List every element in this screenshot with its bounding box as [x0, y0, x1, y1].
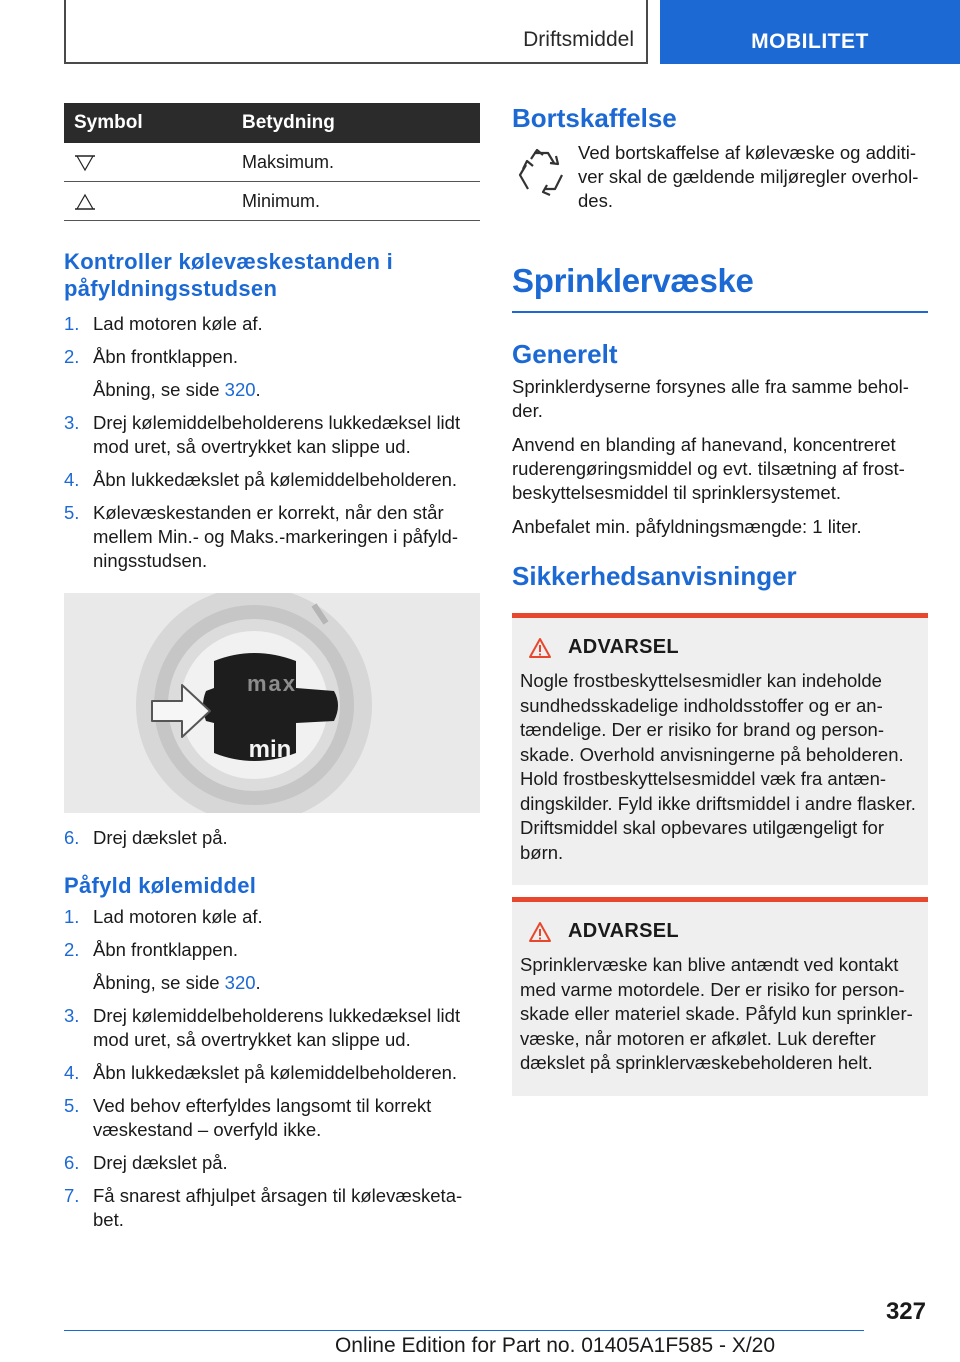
- coolant-cap-drawing: [64, 593, 480, 813]
- warning-box: [512, 613, 928, 885]
- page-number: 327: [885, 1298, 926, 1325]
- max-label: max: [246, 671, 298, 696]
- list-item: 5. Kølevæskestanden er korrekt, når den står mellem Min.- og Maks.-markeringen i påfyldningsstudsen.: [64, 502, 458, 571]
- warning-text: Nogle frostbeskyttelsesmidler kan indeholde sundhedsskadelige indholdsstoffer og er antændelige. Der er risiko for brand og personskade. Overhold anvisningerne på beholderen. Hold frostbeskyttelsesmiddel væk fra antændingskilder. Fyld ikke driftsmiddel i andre flasker. Driftsmiddel skal opbevares utilgængeligt for børn.: [520, 670, 916, 863]
- table-row: [64, 182, 480, 221]
- column-header-symbol: Symbol: [64, 103, 242, 143]
- symbol-table-header: [64, 103, 480, 143]
- header-section-title: Driftsmiddel: [523, 28, 634, 51]
- warning-label: ADVARSEL: [568, 920, 679, 942]
- list-item: 5. Ved behov efterfyldes langsomt til korrekt væskestand – overfyld ikke.: [64, 1095, 432, 1140]
- warning-box: [512, 897, 928, 1096]
- table-row: [64, 143, 480, 182]
- check-section-title: Kontroller kølevæskestanden i påfyldningsstudsen: [64, 249, 394, 301]
- recycle-icon: [512, 145, 570, 203]
- min-label: min: [248, 736, 292, 763]
- symbol-meaning: Minimum.: [242, 182, 480, 221]
- list-item: 4. Åbn lukkedækslet på kølemiddelbeholderen.: [64, 469, 458, 490]
- general-paragraph: Anvend en blanding af hanevand, koncentreret ruderengøringsmiddel og evt. tilsætning af frostbeskyttelsesmiddel til sprinklersystemet.: [512, 434, 905, 503]
- chapter-title: Sprinklervæske: [512, 262, 754, 299]
- general-paragraph: Sprinklerdyserne forsynes alle fra samme beholder.: [512, 376, 909, 421]
- maximum-marker-icon: [74, 154, 96, 172]
- fill-steps-list: [64, 905, 480, 1232]
- list-item: 2. Åbn frontklappen. Åbning, se side 320.: [64, 939, 261, 993]
- left-column: [64, 103, 480, 1241]
- disposal-title: Bortskaffelse: [512, 103, 677, 133]
- list-item: 1. Lad motoren køle af.: [64, 906, 263, 927]
- safety-title: Sikkerhedsanvisninger: [512, 561, 797, 591]
- list-item: 1. Lad motoren køle af.: [64, 313, 263, 334]
- header-chapter-tab: MOBILITET: [660, 0, 960, 64]
- header-section-box: [64, 0, 648, 64]
- general-title: Generelt: [512, 339, 618, 369]
- list-item: 3. Drej kølemiddelbeholderens lukkedæksel lidt mod uret, så overtrykket kan slippe ud.: [64, 1005, 461, 1050]
- list-item: 3. Drej kølemiddelbeholderens lukkedæksel lidt mod uret, så overtrykket kan slippe ud.: [64, 412, 461, 457]
- general-paragraph: Anbefalet min. påfyldningsmængde: 1 liter.: [512, 516, 862, 537]
- disposal-block: [512, 141, 928, 213]
- footer-edition: Online Edition for Part no. 01405A1F585 - X/20: [334, 1334, 776, 1357]
- warning-triangle-icon: [528, 637, 552, 659]
- symbol-meaning: Maksimum.: [242, 143, 480, 182]
- minimum-marker-icon: [74, 193, 96, 211]
- check-steps-list: [64, 312, 480, 573]
- list-item: 2. Åbn frontklappen. Åbning, se side 320.: [64, 346, 261, 400]
- warning-text: Sprinklervæske kan blive antændt ved kontakt med varme motordele. Der er risiko for personskade eller materiel skade. Påfyld kun sprinklervæske, når motoren er afkølet. Luk derefter dækslet på sprinklervæskebeholderen helt.: [520, 954, 913, 1073]
- chapter-divider: [512, 311, 928, 313]
- coolant-cap-illustration: [64, 593, 480, 813]
- footer-divider: [64, 1330, 864, 1331]
- symbol-table: [64, 103, 480, 221]
- warning-label: ADVARSEL: [568, 636, 679, 658]
- page-reference-link[interactable]: 320: [224, 972, 256, 993]
- list-item: 4. Åbn lukkedækslet på kølemiddelbeholderen.: [64, 1062, 458, 1083]
- list-item: 7. Få snarest afhjulpet årsagen til kølevæsketabet.: [64, 1185, 463, 1230]
- list-item: 6. Drej dækslet på.: [64, 1152, 228, 1173]
- fill-section-title: Påfyld kølemiddel: [64, 873, 257, 898]
- column-header-meaning: Betydning: [242, 103, 480, 143]
- disposal-text: Ved bortskaffelse af kølevæske og additiver skal de gældende miljøregler overholdes.: [578, 142, 919, 211]
- check-steps-list-continued: [64, 826, 480, 850]
- warning-triangle-icon: [528, 921, 552, 943]
- list-item: 6. Drej dækslet på.: [64, 827, 228, 848]
- page-reference-link[interactable]: 320: [224, 379, 256, 400]
- right-column: [512, 103, 928, 1096]
